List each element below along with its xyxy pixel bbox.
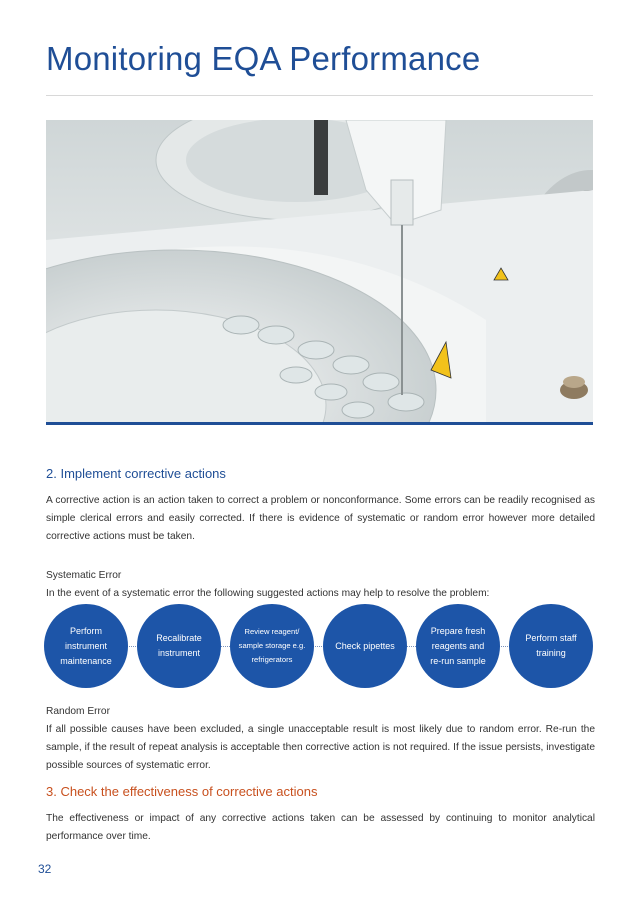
step-circle-recalibrate xyxy=(137,604,221,688)
page-title: Monitoring EQA Performance xyxy=(46,40,481,77)
step-label: Check pipettes xyxy=(335,640,395,651)
analyzer-photo-illustration xyxy=(46,120,593,425)
title-divider xyxy=(46,95,593,96)
section-heading-check-effectiveness: 3. Check the effectiveness of corrective actions xyxy=(46,784,318,799)
step-circle-check-pipettes xyxy=(323,604,407,688)
step-circle-staff-training xyxy=(509,604,593,688)
step-label: Recalibrate instrument xyxy=(156,633,202,658)
section-heading-implement-corrective-actions: 2. Implement corrective actions xyxy=(46,466,226,481)
corrective-steps-flow xyxy=(44,602,596,690)
random-error-title: Random Error xyxy=(46,706,110,717)
step-label: Prepare fresh reagents and re-run sample xyxy=(430,625,486,666)
analyzer-photo xyxy=(46,120,593,425)
random-error-paragraph xyxy=(46,703,595,775)
systematic-error-title: Systematic Error xyxy=(46,570,122,581)
step-label: Perform staff training xyxy=(525,633,577,658)
systematic-error-text: In the event of a systematic error the following suggested actions may help to resolve the problem: xyxy=(46,588,490,599)
step-label: Review reagent/ sample storage e.g. refrigerators xyxy=(238,627,306,664)
systematic-error-paragraph xyxy=(46,567,595,603)
step-circle-review-storage xyxy=(230,604,314,688)
page-number: 32 xyxy=(38,862,52,876)
corrective-action-intro: A corrective action is an action taken to correct a problem or nonconformance. Some errors can be readily recognised as simple clerical errors and easily corrected. If there is evidence of systematic or random error however more detailed corrective actions must be taken. xyxy=(46,495,595,542)
effectiveness-paragraph: The effectiveness or impact of any corrective actions taken can be assessed by continuing to monitor analytical performance over time. xyxy=(46,813,595,842)
step-circle-prepare-reagents xyxy=(416,604,500,688)
step-label: Perform instrument maintenance xyxy=(60,625,112,666)
step-circle-perform-maintenance xyxy=(44,604,128,688)
random-error-text: If all possible causes have been excluded, a single unacceptable result is most likely due to random error. Re-run the sample, if the result of repeat analysis is acceptable then corrective action is not required. If the issue persists, investigate possible sources of systematic error. xyxy=(46,724,595,771)
